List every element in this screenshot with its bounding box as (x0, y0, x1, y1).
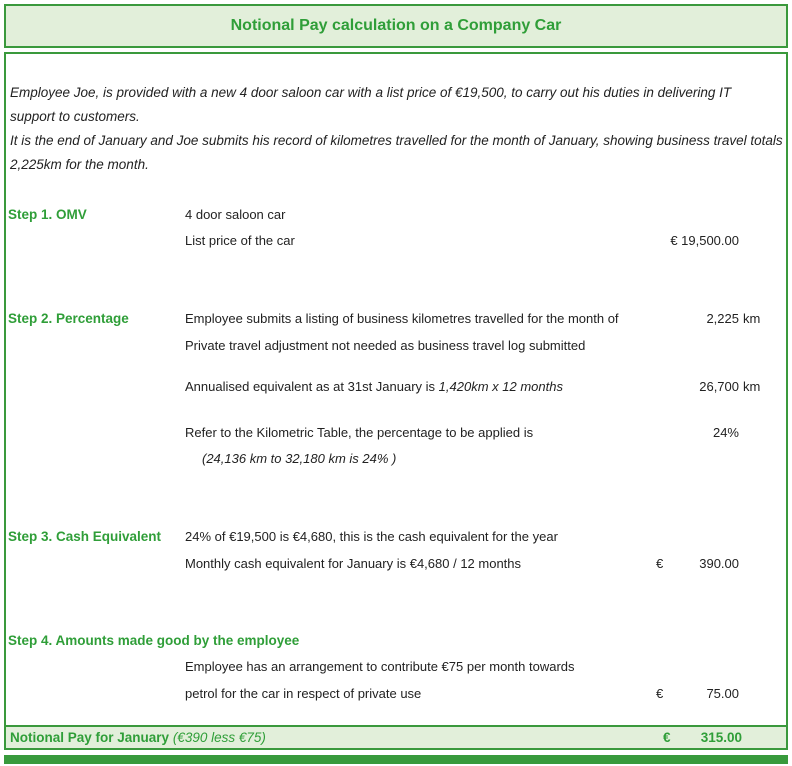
step4-label: Step 4. Amounts made good by the employee (8, 633, 300, 648)
intro-line-4: 2,225km for the month. (10, 157, 149, 172)
intro-line-2: support to customers. (10, 109, 140, 124)
step4-currency-symbol: € (656, 686, 664, 701)
footer-note: (€390 less €75) (172, 730, 266, 745)
intro-line-1: Employee Joe, is provided with a new 4 door saloon car with a list price of €19,500, to carry out his duties in delivering IT (10, 85, 732, 100)
step4-row2 (6, 658, 786, 676)
footer-label-text: Notional Pay for January (10, 730, 170, 745)
step4-contribution-value: 75.00 (706, 686, 739, 701)
footer-label (10, 728, 266, 748)
step3-row1-desc: 24% of €19,500 is €4,680, this is the cash equivalent for the year (185, 529, 558, 544)
step1-row1-desc: 4 door saloon car (185, 207, 286, 222)
step2-row3-desc-italic: 1,420km x 12 months (438, 379, 563, 394)
step4-row2-desc: Employee has an arrangement to contribute €75 per month towards (185, 659, 575, 674)
page-title: Notional Pay calculation on a Company Car (230, 17, 562, 34)
step4-row3-desc: petrol for the car in respect of private use (185, 686, 422, 701)
step3-row2 (6, 555, 786, 573)
step3-row1 (6, 528, 786, 546)
step4-row1 (6, 632, 786, 650)
step2-row5 (6, 450, 786, 468)
step3-monthly-cash-value: 390.00 (699, 556, 739, 571)
step2-row1-desc: Employee submits a listing of business kilometres travelled for the month of (185, 311, 619, 326)
step2-monthly-km-unit: km (743, 311, 761, 326)
step2-row1 (6, 310, 786, 328)
step2-band-note: (24,136 km to 32,180 km is 24% ) (202, 451, 397, 466)
footer-currency-symbol: € (663, 730, 671, 745)
notional-pay-result-bar (6, 725, 786, 748)
step2-row2 (6, 337, 786, 355)
content-box (4, 52, 788, 750)
step3-row2-desc: Monthly cash equivalent for January is €4,680 / 12 months (185, 556, 522, 571)
step2-row4 (6, 424, 786, 442)
intro-line-3: It is the end of January and Joe submits his record of kilometres travelled for the month of January, showing business travel totals (10, 133, 783, 148)
step1-row2 (6, 232, 786, 250)
step2-row3 (6, 378, 786, 396)
title-bar (4, 4, 788, 48)
step2-percentage-value: 24% (712, 425, 739, 440)
step2-row3-desc-normal: Annualised equivalent as at 31st January is (185, 379, 439, 394)
step2-row3-desc (185, 378, 563, 396)
step2-annual-km-unit: km (743, 379, 761, 394)
step3-currency-symbol: € (656, 556, 664, 571)
intro-paragraph (10, 81, 783, 177)
footer-amount: 315.00 (700, 730, 742, 745)
step1-row1 (6, 206, 786, 224)
step2-row2-desc: Private travel adjustment not needed as business travel log submitted (185, 338, 586, 353)
step2-label: Step 2. Percentage (8, 311, 129, 326)
step2-annual-km-value: 26,700 (699, 379, 739, 394)
step1-list-price-value: € 19,500.00 (670, 233, 739, 248)
step1-label: Step 1. OMV (8, 207, 87, 222)
bottom-green-strip (4, 755, 788, 764)
step2-row4-desc: Refer to the Kilometric Table, the percentage to be applied is (185, 425, 534, 440)
step4-row3 (6, 685, 786, 703)
step1-row2-desc: List price of the car (185, 233, 295, 248)
step3-label: Step 3. Cash Equivalent (8, 529, 162, 544)
step2-monthly-km-value: 2,225 (706, 311, 739, 326)
